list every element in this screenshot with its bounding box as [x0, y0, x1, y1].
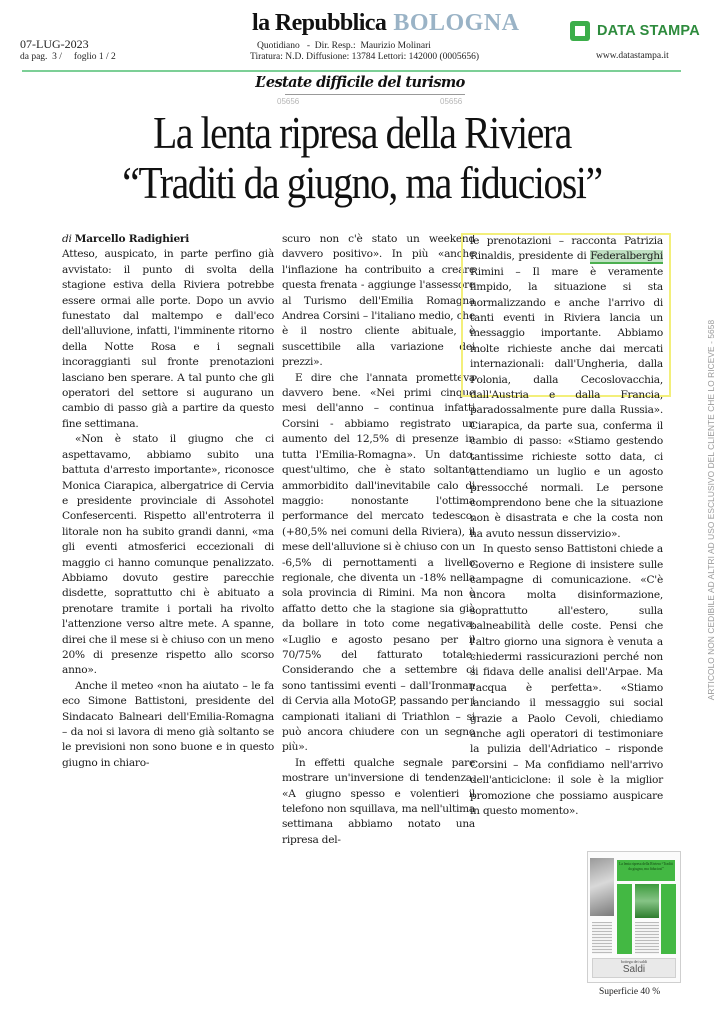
article-date: 07-LUG-2023: [20, 37, 89, 51]
article-column-1: [62, 232, 274, 771]
masthead-edition: BOLOGNA: [393, 10, 520, 36]
byline-author: Marcello Radighieri: [74, 233, 190, 245]
thumbnail-headline: La lenta ripresa della Riviera “Traditi da giugno, ma fiduciosi”: [619, 862, 673, 871]
headline-line: La lenta ripresa della Riviera: [153, 107, 571, 158]
publication-meta-line2: Tiratura: N.D. Diffusione: 13784 Lettori: 142000 (0005656): [250, 52, 480, 62]
thumbnail-photo: [590, 858, 614, 916]
thumbnail-image: [635, 884, 659, 918]
newspaper-masthead: [252, 10, 520, 40]
data-stampa-square-icon: [570, 21, 590, 41]
clip-code: 05656: [277, 97, 300, 106]
paragraph: Atteso, auspicato, in parte perfino già avvistato: il punto di svolta della stagione estiva della Riviera potrebbe essere ormai alle porte. Dopo un avvio funestato dal maltempo e dall'eco dell'alluvione, infatti, l'imminente ritorno della Notte Rosa e i segnali incoraggianti sul fronte prenotazioni lasciano ben sperare. A tal punto che gli operatori del settore si augurano un cambio di passo già a partire da questo fine settimana.: [62, 248, 274, 430]
headline-line: “Traditi da giugno, ma fiduciosi”: [122, 157, 602, 208]
paragraph: [470, 234, 663, 542]
paragraph: In effetti qualche segnale pare mostrare un'inversione di tendenza. «A giugno spesso e volentieri il telefono non squillava, ma nell'ultima settimana abbiamo notato una ripresa del-: [282, 756, 475, 846]
paragraph: scuro non c'è stato un weekend davvero positivo». In più «anche l'inflazione ha contribuito a creare questa frenata - aggiunge l'assessore al Turismo dell'Emilia Romagna Andrea Corsini – l'italiano medio, che è il nostro cliente abituale, è suscettibile alla variazione dei prezzi».: [282, 233, 475, 369]
text-run: le prenotazioni – racconta Patrizia Rinaldis, presidente di: [470, 235, 663, 263]
data-stampa-logo: [570, 21, 700, 41]
thumbnail-column: [617, 884, 632, 954]
thumbnail-column: [661, 884, 676, 954]
thumbnail-text: [635, 922, 659, 954]
copyright-notice: ARTICOLO NON CEDIBILE AD ALTRI AD USO ESCLUSIVO DEL CLIENTE CHE LO RICEVE - 5658: [706, 319, 716, 701]
article-kicker: L’estate difficile del turismo: [255, 74, 465, 91]
masthead-name: la Repubblica: [252, 10, 387, 36]
paragraph: In questo senso Battistoni chiede a Governo e Regione di insistere sulle campagne di comunicazione. «C'è ancora molta disinformazione, soprattutto all'estero, sulla balneabilità delle coste. Pensi che l'altro giorno una signora è venuta a chiedermi rassicurazioni perché non si fidava delle analisi dell'Arpae. Ma l'acqua è perfetta». «Stiamo lanciando il messaggio sui social grazie a Paolo Cevoli, chiediamo anche agli operatori di testimoniare la pulizia dell'Adriatico – risponde Corsini – Ma confidiamo nell'arrivo dell'anticiclone: il sole è la miglior promozione che possiamo auspicare in questo momento».: [470, 543, 663, 818]
agency-name: DATA STAMPA: [597, 23, 700, 39]
article-headline: [76, 108, 647, 208]
text-run: Rimini – Il mare è veramente limpido, la situazione si sta normalizzando e anche l'arrivo di tanti eventi in Riviera lancia un messaggio importante. Abbiamo molte richieste anche dai mercati internazionali: dall'Ungheria, dalla Polonia, dalla Cecoslovacchia, dall'Austria e dalla Francia, paradossalmente pure dalla Russia». Ciarapica, da parte sua, conferma il cambio di passo: «Stiamo gestendo tantissime richieste sotto data, ci attendiamo un luglio e un agosto pressocché normali. Le persone comprendono bene che la situazione non è disastrata e che la costa non ha avuto nessun disservizio».: [470, 265, 663, 540]
surface-caption: Superficie 40 %: [599, 987, 661, 997]
header-divider: [22, 70, 321, 72]
paragraph: Anche il meteo «non ha aiutato – le fa eco Simone Battistoni, presidente del Sindacato Balneari dell'Emilia-Romagna – da noi si lavora di meno già soltanto se le previsioni non sono buone e in questo giugno in chiaro-: [62, 679, 274, 769]
article-column-3: [470, 234, 663, 819]
paragraph: «Non è stato il giugno che ci aspettavamo, abbiamo subito una battuta d'arresto importante», riconosce Monica Ciarapica, albergatrice di Cervia e presidente provinciale di Assohotel Confesercenti. Rispetto all'entroterra il litorale non ha subito grandi danni, «ma gli eventi atmosferici eccezionali di maggio ci hanno comunque penalizzato. Abbiamo dovuto gestire parecchie disdette, soprattutto chi è abituato a prenotare tramite i portali ha rivolto l'attenzione verso altre mete. A spanne, direi che il mese si è chiuso con un meno 20% di presenze rispetto allo scorso anno».: [62, 433, 274, 677]
highlighted-keyword: Federalberghi: [590, 250, 663, 263]
paragraph: E dire che l'annata prometteva davvero bene. «Nei primi cinque mesi dell'anno – continua infatti Corsini - abbiamo registrato un aumento del 12,5% di presenze in tutta l'Emilia-Romagna». Un dato, quest'ultimo, che è stato soltanto ammorbidito dall'inevitabile calo di maggio: nonostante l'ottima performance del mercato tedesco, (+80,5% nei comuni della Riviera), il mese dell'alluvione si è chiuso con un -6,5% di pernottamenti a livello regionale, che diventa un -18% nella sola provincia di Rimini. Ma non è affatto detto che la stagione sia già da bollare in toto come negativa: «Luglio e agosto pesano per il 70/75% del fatturato totale. Considerando che a settembre ci sono tantissimi eventi – dall'Ironman di Cervia alla MotoGP, passando per i campionati italiani di Triathlon – si può ancora chiudere con un segno più».: [282, 371, 475, 754]
publication-meta-line1: Quotidiano - Dir. Resp.: Maurizio Molinari: [257, 41, 431, 51]
advert-brand: bottega dei saldi: [620, 959, 648, 964]
page-thumbnail[interactable]: [587, 851, 681, 983]
byline-prefix: di: [62, 233, 72, 245]
byline: [62, 232, 274, 247]
thumbnail-text: [592, 922, 612, 954]
advert-title: Saldi: [622, 964, 646, 975]
thumbnail-advert: [592, 958, 676, 978]
article-column-2: [282, 232, 475, 848]
header-divider: [321, 70, 681, 72]
kicker-rule: [285, 94, 465, 95]
page-reference: da pag. 3 / foglio 1 / 2: [20, 52, 116, 62]
agency-url[interactable]: www.datastampa.it: [596, 51, 669, 61]
clip-code: 05656: [440, 97, 463, 106]
